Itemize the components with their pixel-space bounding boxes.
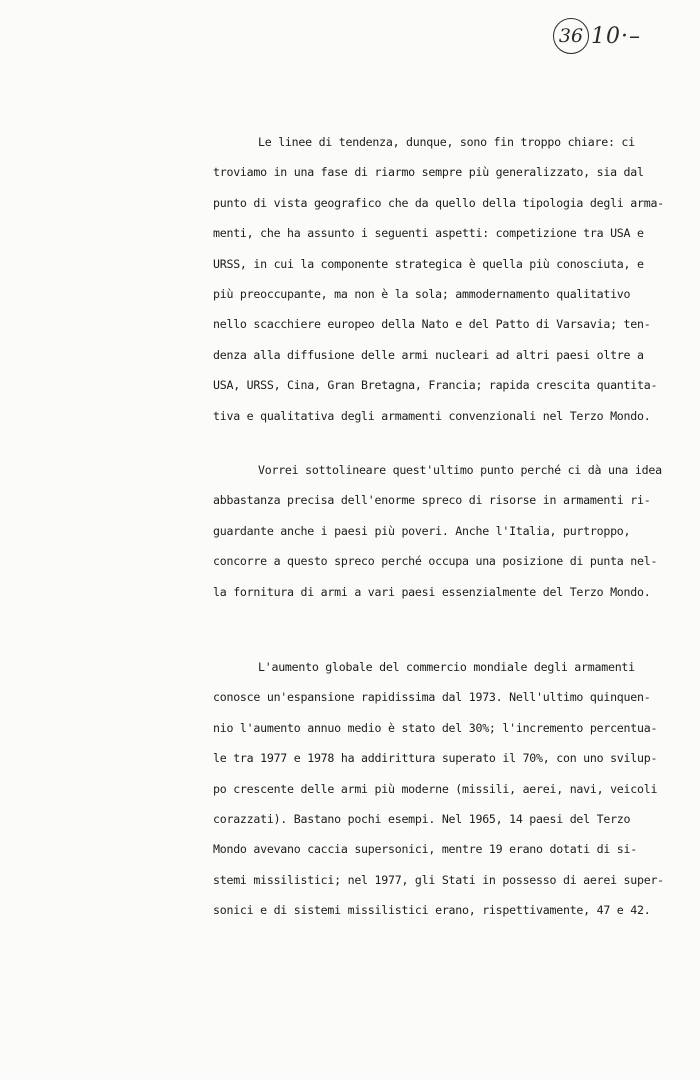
text-line: le tra 1977 e 1978 ha addirittura superato il 70%, con uno svilup- [213,751,658,766]
text-line: conosce un'espansione rapidissima dal 1973. Nell'ultimo quinquen- [213,690,651,705]
page-number-annotation [553,18,641,58]
text-line: troviamo in una fase di riarmo sempre più generalizzato, sia dal [213,165,644,180]
text-line: denza alla diffusione delle armi nucleari ad altri paesi oltre a [213,347,644,362]
text-line: stemi missilistici; nel 1977, gli Stati in possesso di aerei super- [213,872,664,887]
handwritten-mark: 10·– [591,23,641,49]
text-line: USA, URSS, Cina, Gran Bretagna, Francia; rapida crescita quantita- [213,378,658,393]
text-line: la fornitura di armi a vari paesi essenzialmente del Terzo Mondo. [213,584,651,599]
text-line: concorre a questo spreco perché occupa una posizione di punta nel- [213,554,658,569]
text-line: più preoccupante, ma non è la sola; ammodernamento qualitativo [213,286,631,301]
paragraph-2 [213,455,673,607]
text-line: tiva e qualitativa degli armamenti convenzionali nel Terzo Mondo. [213,408,651,423]
circled-page-number: 36 [553,18,589,54]
text-line: abbastanza precisa dell'enorme spreco di risorse in armamenti ri- [213,493,651,508]
text-line: nello scacchiere europeo della Nato e del Patto di Varsavia; ten- [213,317,651,332]
text-line: guardante anche i paesi più poveri. Anche l'Italia, purtroppo, [213,523,631,538]
text-line: Le linee di tendenza, dunque, sono fin troppo chiare: ci [258,135,635,149]
text-line: L'aumento globale del commercio mondiale degli armamenti [258,660,635,674]
text-line: nio l'aumento annuo medio è stato del 30%; l'incremento percentua- [213,720,658,735]
text-line: Mondo avevano caccia supersonici, mentre 19 erano dotati di si- [213,842,637,857]
text-line: URSS, in cui la componente strategica è quella più conosciuta, e [213,256,644,271]
text-line: menti, che ha assunto i seguenti aspetti: competizione tra USA e [213,226,644,241]
text-line: punto di vista geografico che da quello della tipologia degli arma- [213,195,664,210]
text-line: po crescente delle armi più moderne (missili, aerei, navi, veicoli [213,781,658,796]
paragraph-1 [213,127,673,431]
text-line: Vorrei sottolineare quest'ultimo punto perché ci dà una idea [258,463,662,477]
paragraph-3 [213,652,673,926]
text-line: corazzati). Bastano pochi esempi. Nel 1965, 14 paesi del Terzo [213,811,631,826]
text-line: sonici e di sistemi missilistici erano, rispettivamente, 47 e 42. [213,903,651,918]
